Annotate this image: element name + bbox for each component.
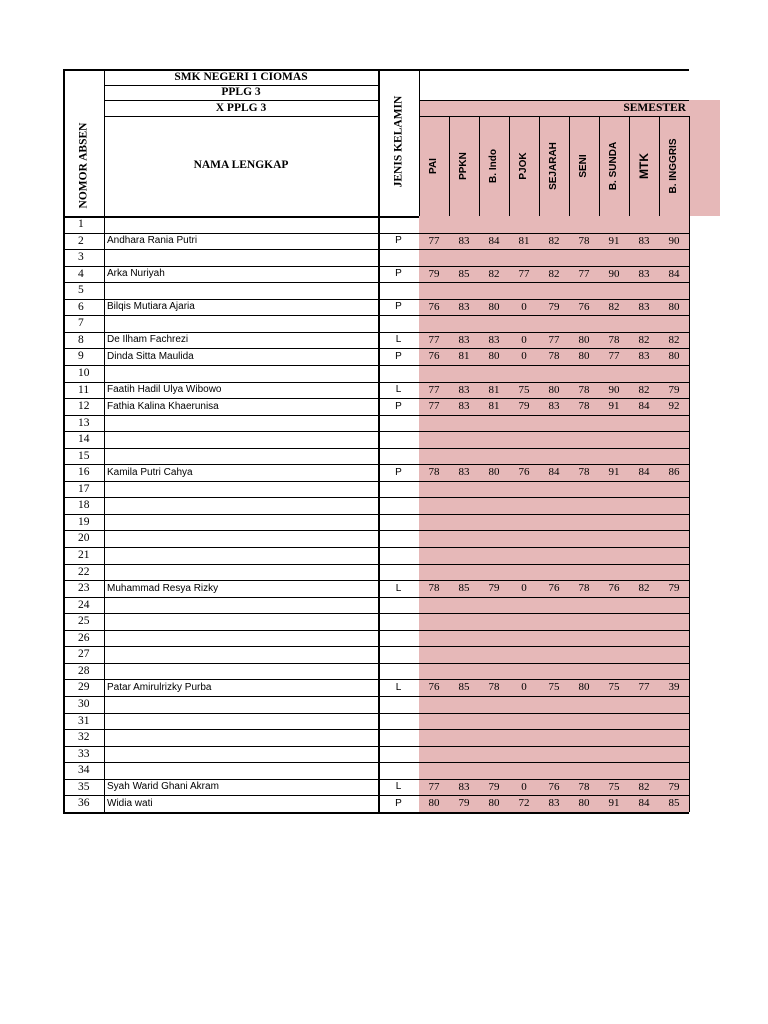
student-gender: P xyxy=(395,301,402,313)
pink-fill xyxy=(689,100,720,216)
score-cell: 78 xyxy=(428,582,440,595)
score-cell: 82 xyxy=(608,300,620,313)
column-header-gender: JENIS KELAMIN xyxy=(392,95,404,188)
score-cell: 78 xyxy=(578,582,590,595)
grid-line xyxy=(104,85,378,86)
score-cell: 76 xyxy=(428,681,440,694)
absen-number: 27 xyxy=(78,648,90,661)
score-cell: 78 xyxy=(578,234,590,247)
score-cell: 79 xyxy=(458,797,470,810)
score-cell: 80 xyxy=(428,797,440,810)
absen-number: 35 xyxy=(78,780,90,793)
absen-number: 6 xyxy=(78,300,84,313)
score-cell: 79 xyxy=(668,780,680,793)
score-cell: 80 xyxy=(668,300,680,313)
subject-header: PJOK xyxy=(518,152,529,180)
score-cell: 80 xyxy=(668,350,680,363)
score-cell: 76 xyxy=(518,466,530,479)
absen-number: 15 xyxy=(78,449,90,462)
grid-line xyxy=(63,812,689,814)
student-gender: P xyxy=(395,268,402,280)
score-cell: 77 xyxy=(428,383,440,396)
score-cell: 0 xyxy=(521,780,527,793)
absen-number: 34 xyxy=(78,764,90,777)
absen-number: 30 xyxy=(78,697,90,710)
score-cell: 75 xyxy=(608,681,620,694)
score-cell: 85 xyxy=(458,681,470,694)
absen-number: 8 xyxy=(78,333,84,346)
absen-number: 3 xyxy=(78,251,84,264)
score-cell: 83 xyxy=(638,234,650,247)
score-cell: 76 xyxy=(578,300,590,313)
score-cell: 77 xyxy=(638,681,650,694)
score-cell: 84 xyxy=(668,267,680,280)
student-name: Andhara Rania Putri xyxy=(107,235,198,247)
grid-line xyxy=(63,69,65,814)
student-gender: P xyxy=(395,797,402,809)
score-cell: 76 xyxy=(428,300,440,313)
score-cell: 78 xyxy=(578,400,590,413)
score-cell: 80 xyxy=(548,383,560,396)
grid-line xyxy=(63,448,689,449)
score-cell: 79 xyxy=(488,582,500,595)
score-cell: 0 xyxy=(521,333,527,346)
absen-number: 16 xyxy=(78,466,90,479)
score-cell: 72 xyxy=(518,797,530,810)
score-cell: 77 xyxy=(608,350,620,363)
score-cell: 83 xyxy=(488,333,500,346)
score-cell: 83 xyxy=(638,267,650,280)
student-gender: P xyxy=(395,235,402,247)
score-cell: 80 xyxy=(488,797,500,810)
score-cell: 75 xyxy=(608,780,620,793)
class-name: X PPLG 3 xyxy=(215,101,267,114)
score-cell: 82 xyxy=(668,333,680,346)
score-cell: 80 xyxy=(578,797,590,810)
score-cell: 81 xyxy=(488,400,500,413)
grid-line xyxy=(63,315,689,316)
score-cell: 79 xyxy=(668,582,680,595)
absen-number: 26 xyxy=(78,631,90,644)
score-cell: 81 xyxy=(488,383,500,396)
score-cell: 83 xyxy=(458,780,470,793)
score-cell: 79 xyxy=(668,383,680,396)
score-cell: 85 xyxy=(668,797,680,810)
score-cell: 83 xyxy=(638,300,650,313)
semester-label: SEMESTER xyxy=(623,101,686,114)
absen-number: 22 xyxy=(78,565,90,578)
score-cell: 77 xyxy=(548,333,560,346)
score-cell: 81 xyxy=(518,234,530,247)
grid-line xyxy=(63,547,689,548)
subject-header: PPKN xyxy=(458,152,469,180)
student-name: Arka Nuriyah xyxy=(107,268,165,280)
grid-line xyxy=(104,100,378,101)
score-cell: 84 xyxy=(638,400,650,413)
score-cell: 0 xyxy=(521,300,527,313)
absen-number: 11 xyxy=(78,383,90,396)
grid-line xyxy=(63,762,689,763)
grid-line xyxy=(63,282,689,283)
subject-header: SENI xyxy=(578,154,589,178)
grid-line xyxy=(63,365,689,366)
absen-number: 12 xyxy=(78,400,90,413)
grid-line xyxy=(378,69,380,812)
score-cell: 83 xyxy=(458,234,470,247)
score-cell: 76 xyxy=(548,780,560,793)
score-cell: 82 xyxy=(638,780,650,793)
grid-line xyxy=(63,249,689,250)
student-gender: P xyxy=(395,466,402,478)
grid-line xyxy=(63,69,689,71)
score-cell: 90 xyxy=(668,234,680,247)
score-cell: 76 xyxy=(428,350,440,363)
score-cell: 79 xyxy=(548,300,560,313)
score-cell: 83 xyxy=(548,797,560,810)
grid-line xyxy=(63,746,689,747)
grid-line xyxy=(63,696,689,697)
grid-line xyxy=(63,729,689,730)
score-cell: 82 xyxy=(638,383,650,396)
score-cell: 83 xyxy=(548,400,560,413)
score-cell: 78 xyxy=(578,383,590,396)
grid-line xyxy=(63,663,689,664)
column-header-absen: NOMOR ABSEN xyxy=(77,122,89,209)
score-cell: 82 xyxy=(548,234,560,247)
absen-number: 31 xyxy=(78,714,90,727)
absen-number: 19 xyxy=(78,515,90,528)
score-cell: 80 xyxy=(488,466,500,479)
grid-line xyxy=(63,613,689,614)
score-cell: 84 xyxy=(548,466,560,479)
absen-number: 9 xyxy=(78,350,84,363)
score-cell: 82 xyxy=(638,582,650,595)
score-cell: 83 xyxy=(638,350,650,363)
student-name: Fathia Kalina Khaerunisa xyxy=(107,400,219,412)
grid-line xyxy=(419,116,689,117)
absen-number: 21 xyxy=(78,549,90,561)
grid-line xyxy=(63,646,689,647)
absen-number: 25 xyxy=(78,615,90,628)
score-cell: 78 xyxy=(428,466,440,479)
column-header-name: NAMA LENGKAP xyxy=(193,159,289,171)
subject-header: MTK xyxy=(637,153,651,179)
score-cell: 86 xyxy=(668,466,680,479)
student-gender: P xyxy=(395,400,402,412)
student-name: De Ilham Fachrezi xyxy=(107,334,189,346)
score-cell: 84 xyxy=(488,234,500,247)
score-cell: 92 xyxy=(668,400,680,413)
grid-line xyxy=(104,116,378,117)
absen-number: 33 xyxy=(78,747,90,760)
subject-header: PAI xyxy=(428,158,439,174)
score-cell: 80 xyxy=(578,681,590,694)
grid-line xyxy=(63,564,689,565)
score-cell: 82 xyxy=(488,267,500,280)
score-cell: 78 xyxy=(578,466,590,479)
student-name: Patar Amirulrizky Purba xyxy=(107,681,212,693)
absen-number: 32 xyxy=(78,731,90,744)
score-cell: 77 xyxy=(428,780,440,793)
student-gender: L xyxy=(395,681,402,693)
score-cell: 82 xyxy=(638,333,650,346)
absen-number: 14 xyxy=(78,433,90,446)
subject-header: SEJARAH xyxy=(548,142,559,190)
score-cell: 90 xyxy=(608,267,620,280)
absen-number: 17 xyxy=(78,482,90,495)
grid-line xyxy=(104,69,105,812)
student-gender: L xyxy=(395,384,402,395)
subject-header: B. SUNDA xyxy=(608,141,619,191)
score-cell: 79 xyxy=(488,780,500,793)
score-cell: 91 xyxy=(608,466,620,479)
score-cell: 75 xyxy=(518,383,530,396)
score-cell: 83 xyxy=(458,466,470,479)
student-name: Syah Warid Ghani Akram xyxy=(107,781,219,793)
grid-line xyxy=(63,597,689,598)
score-cell: 75 xyxy=(548,681,560,694)
student-name: Dinda Sitta Maulida xyxy=(107,350,194,362)
grid-line xyxy=(63,630,689,631)
absen-number: 18 xyxy=(78,499,90,512)
score-cell: 78 xyxy=(608,333,620,346)
student-name: Bilqis Mutiara Ajaria xyxy=(107,301,195,313)
score-cell: 84 xyxy=(638,466,650,479)
score-cell: 83 xyxy=(458,300,470,313)
grid-line xyxy=(419,100,689,101)
subject-header: B. Indo xyxy=(488,149,499,183)
grid-line xyxy=(63,415,689,416)
score-cell: 78 xyxy=(548,350,560,363)
absen-number: 36 xyxy=(78,797,90,810)
score-cell: 0 xyxy=(521,350,527,363)
score-cell: 79 xyxy=(518,400,530,413)
score-cell: 77 xyxy=(518,267,530,280)
absen-number: 4 xyxy=(78,267,84,280)
grid-line xyxy=(63,514,689,515)
student-gender: L xyxy=(395,781,402,793)
score-cell: 0 xyxy=(521,681,527,694)
score-cell: 85 xyxy=(458,582,470,595)
score-cell: 84 xyxy=(638,797,650,810)
score-cell: 80 xyxy=(488,300,500,313)
score-cell: 77 xyxy=(428,333,440,346)
student-name: Kamila Putri Cahya xyxy=(107,466,193,478)
score-cell: 77 xyxy=(428,400,440,413)
score-cell: 83 xyxy=(458,400,470,413)
score-cell: 78 xyxy=(488,681,500,694)
grid-line xyxy=(63,713,689,714)
program-name: PPLG 3 xyxy=(221,86,261,98)
score-cell: 83 xyxy=(458,333,470,346)
absen-number: 13 xyxy=(78,416,90,429)
absen-number: 28 xyxy=(78,664,90,677)
grid-line xyxy=(63,497,689,498)
score-cell: 76 xyxy=(548,582,560,595)
score-cell: 81 xyxy=(458,350,470,363)
score-cell: 39 xyxy=(668,681,680,694)
score-cell: 83 xyxy=(458,383,470,396)
score-cell: 77 xyxy=(578,267,590,280)
score-cell: 76 xyxy=(608,582,620,595)
grid-line xyxy=(689,116,690,812)
score-cell: 91 xyxy=(608,797,620,810)
absen-number: 20 xyxy=(78,532,90,545)
grid-line xyxy=(63,431,689,432)
score-cell: 80 xyxy=(578,350,590,363)
student-gender: L xyxy=(395,334,402,346)
absen-number: 2 xyxy=(78,234,84,247)
grid-line xyxy=(63,481,689,482)
score-cell: 90 xyxy=(608,383,620,396)
absen-number: 23 xyxy=(78,582,90,595)
score-cell: 82 xyxy=(548,267,560,280)
score-cell: 85 xyxy=(458,267,470,280)
score-cell: 91 xyxy=(608,400,620,413)
score-cell: 91 xyxy=(608,234,620,247)
school-name: SMK NEGERI 1 CIOMAS xyxy=(174,70,308,83)
score-cell: 78 xyxy=(578,780,590,793)
student-name: Widia wati xyxy=(107,797,153,809)
subject-header: B. INGGRIS xyxy=(668,138,679,194)
student-name: Faatih Hadil Ulya Wibowo xyxy=(107,384,222,395)
score-cell: 80 xyxy=(578,333,590,346)
absen-number: 29 xyxy=(78,681,90,694)
absen-number: 7 xyxy=(78,317,84,330)
student-name: Muhammad Resya Rizky xyxy=(107,582,219,594)
student-gender: P xyxy=(395,350,402,362)
absen-number: 1 xyxy=(78,218,84,230)
student-gender: L xyxy=(395,582,402,594)
score-cell: 0 xyxy=(521,582,527,595)
score-cell: 77 xyxy=(428,234,440,247)
absen-number: 10 xyxy=(78,366,90,379)
score-cell: 79 xyxy=(428,267,440,280)
grid-line xyxy=(63,530,689,531)
absen-number: 24 xyxy=(78,598,90,611)
score-cell: 80 xyxy=(488,350,500,363)
absen-number: 5 xyxy=(78,284,84,297)
